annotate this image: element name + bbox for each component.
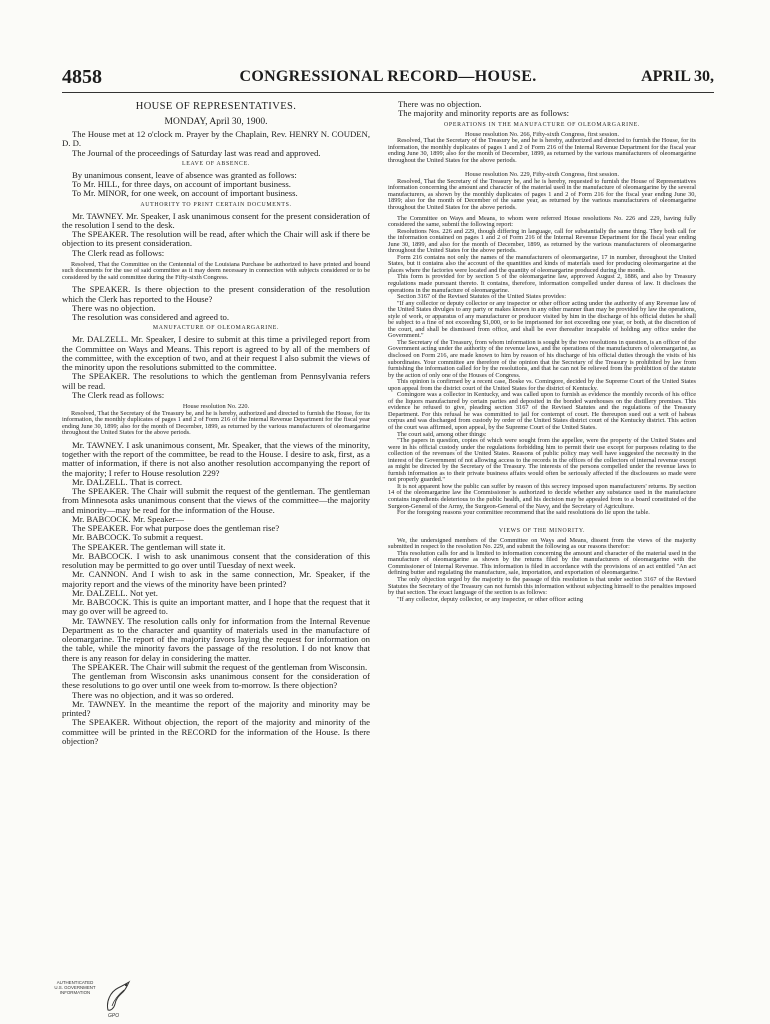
subheading-leave-of-absence: LEAVE OF ABSENCE. — [182, 160, 250, 167]
paragraph: The SPEAKER. The resolutions to which the gentleman from Pennsylvania refers will be read. — [62, 371, 370, 391]
paragraph: Mr. BABCOCK. To submit a request. — [72, 532, 203, 543]
subheading-views-of-minority: VIEWS OF THE MINORITY. — [498, 527, 586, 534]
resolution-title: House resolution No. 229, Fifty-sixth Congress, first session. — [464, 171, 620, 179]
court-quote: "The papers in question, copies of which were sought from the appellee, were the property of the United States and were in his official custody under the regulations forbidding him to permit their use except for purposes relating to the collection of the revenues of the United States. Reasons of public policy may well have suggested the necessity in the interest of the Government of not allowing access to the records in the offices of the collectors of internal revenue except as might be directed by the Secretary of the Treasury. The interests of the persons compelled under the revenue laws to furnish information as to their private business affairs would often be seriously affected if the disclosures so made were not properly guarded." — [388, 437, 696, 484]
paragraph: The SPEAKER. The resolution will be read, after which the Chair will ask if there be objection to its present consideration. — [62, 229, 370, 249]
report-paragraph: For the foregoing reasons your committee recommend that the said resolutions do lie upon the table. — [397, 509, 650, 517]
paragraph: Mr. CANNON. And I wish to ask in the same connection, Mr. Speaker, if the majority report and the views of the minority have been printed? — [62, 569, 370, 589]
gpo-label: GPO — [108, 1013, 120, 1019]
left-column — [62, 100, 370, 942]
publication-title: CONGRESSIONAL RECORD—HOUSE. — [239, 68, 537, 85]
paragraph: The SPEAKER. For what purpose does the gentleman rise? — [72, 523, 280, 534]
paragraph: Mr. DALZELL. Mr. Speaker, I desire to submit at this time a privileged report from the Committee on Ways and Means. This report is agreed to by all of the members of the committee, with the exception of two, and at their request I also submit the views of the minority upon the resolutions submitted to the committee. — [62, 334, 370, 373]
report-paragraph: The Committee on Ways and Means, to whom were referred House resolutions No. 226 and 229, having fully considered the same, submit the following report: — [388, 214, 696, 229]
eagle-seal-icon — [102, 980, 132, 1014]
minority-paragraph: The only objection urged by the majority to the passage of this resolution is that under section 3167 of the Revised Statutes the Secretary of the Treasury can not furnish this information without subjecting himself to the penalties imposed by that section. The exact language of the section is as follows: — [388, 575, 696, 597]
report-paragraph: It is not apparent how the public can suffer by reason of this secrecy imposed upon manufacturers' returns. By section 14 of the oleomargarine law the Commissioner is authorized to decide whether any substance used in the manufacture contains ingredients deleterious to the public health, and his decision may be appealed from to a board constituted of the Surgeon-General of the Army, the Surgeon-General of the Navy, and the Secretary of Agriculture. — [388, 482, 696, 510]
paragraph: Mr. TAWNEY. In the meantime the report of the majority and minority may be printed? — [62, 698, 370, 719]
resolution-text: Resolved, That the Secretary of the Treasury be, and he is hereby, requested to furnish the House of Representatives information concerning the amount and character of the material used in the manufacture of oleomargarine by the several manufacturers, as shown by the monthly duplicates of pages 1 and 2 of Form 216 for the fiscal year ending June 30, 1899; also for the month of December of the same year, as returned by the various manufacturers of oleomargarine throughout the United States for the above periods. — [388, 177, 696, 211]
report-paragraph: Section 3167 of the Revised Statutes of the United States provides: — [397, 293, 566, 301]
paragraph: The SPEAKER. The gentleman will state it. — [72, 541, 226, 552]
report-paragraph: Form 216 contains not only the names of the manufacturers of oleomargarine, 17 in number, throughout the United States, but it contains also the account of the quantities and kinds of materials used for producing oleomargarine at the places where the factories were located and the quantity of oleomargarine produced during the month. — [388, 253, 696, 274]
paragraph: To Mr. MINOR, for one week, on account of important business. — [72, 188, 298, 199]
minority-paragraph: We, the undersigned members of the Committee on Ways and Means, dissent from the views of the majority submitted in respect to the resolution No. 229, and submit the following as our reasons therefor: — [388, 536, 696, 551]
paragraph: The SPEAKER. The Chair will submit the request of the gentleman. The gentleman from Minnesota asks unanimous consent that the views of the committee—the majority and minority—may be read for the information of the House. — [62, 486, 370, 515]
paragraph: By unanimous consent, leave of absence was granted as follows: — [72, 169, 297, 180]
paragraph: The majority and minority reports are as follows: — [398, 108, 570, 119]
paragraph: The Journal of the proceedings of Saturday last was read and approved. — [72, 147, 321, 158]
minority-paragraph: "If any collector, deputy collector, or any inspector, or other officer acting — [397, 595, 583, 603]
report-paragraph: This opinion is confirmed by a recent case, Boske vs. Comingore, decided by the Supreme Court of the United States upon appeal from the district court of the United States for the district of Kentucky. — [388, 378, 696, 392]
section-heading-house: HOUSE OF REPRESENTATIVES. — [135, 101, 297, 112]
paragraph: Mr. DALZELL. That is correct. — [72, 476, 183, 487]
minority-paragraph: This resolution calls for and is limited to information concerning the amount and character of the material used in the manufacture of oleomargarine as shown by the returns filed by the manufacturers of oleomargarine with the Commissioner of Internal Revenue. This information is filed in accordance with the provisions of an act entitled "An act defining butter and regulating the manufacture, sale, importation, and exportation of oleomargarine." — [388, 549, 696, 577]
paragraph: Mr. BABCOCK. This is quite an important matter, and I hope that the request that it may go over will be agreed to. — [62, 597, 370, 617]
paragraph: The House met at 12 o'clock m. Prayer by the Chaplain, Rev. HENRY N. COUDEN, D. D. — [62, 129, 370, 149]
paragraph: Mr. BABCOCK. Mr. Speaker— — [72, 513, 184, 524]
paragraph: The Clerk read as follows: — [72, 247, 165, 258]
page-number: 4858 — [62, 66, 102, 88]
header-date: APRIL 30, — [641, 68, 714, 85]
report-paragraph: Resolutions Nos. 226 and 229, though differing in language, call for substantially the same thing. They both call for the information contained on pages 1 and 2 of Form 216 of the Internal Revenue Department for the fiscal year ending June 30, 1899, and also for the month of December, 1899, as returned by the various manufacturers of oleomargarine throughout the United States for the above periods. — [388, 227, 696, 255]
paragraph: The resolution was considered and agreed to. — [72, 312, 230, 323]
paragraph: Mr. TAWNEY. Mr. Speaker, I ask unanimous consent for the present consideration of the resolution I send to the desk. — [62, 210, 370, 230]
statute-quote: "If any collector or deputy collector or any inspector or other officer acting under the authority of any Revenue law of the United States divulges to any party or makes known in any other manner than may be provided by law the operations, style of work, or apparatus of any manufacturer or producer visited by him in the discharge of his official duties he shall be subject to a fine of not exceeding $1,000, or to be imprisoned for not exceeding one year, or both, at the discretion of the court, and shall be dismissed from office, and shall be ever thereafter incapable of holding any office under the Government." — [388, 299, 696, 340]
subheading-authority-to-print: AUTHORITY TO PRINT CERTAIN DOCUMENTS. — [140, 201, 292, 208]
paragraph: Mr. TAWNEY. I ask unanimous consent, Mr. Speaker, that the views of the minority, together with the report of the committee, be read to the House. I desire to ask, first, as a matter of information, if there is not also another resolution accompanying the report of the majority; I refer to House resolution 229? — [62, 439, 370, 478]
paragraph: The Clerk read as follows: — [72, 389, 165, 400]
paragraph: The SPEAKER. The Chair will submit the request of the gentleman from Wisconsin. — [72, 661, 368, 672]
report-paragraph: The court said, among other things: — [397, 430, 487, 438]
gpo-authentication-stamp — [44, 980, 132, 1020]
resolution-text: Resolved, That the Secretary of the Treasury be, and he is hereby, authorized and directed to furnish the House, for its information, the monthly duplicates of pages 1 and 2 of Form 216 of the Internal Revenue Department for the fiscal year ending June 30, 1899; also for the month of December, 1899, as returned by the various manufacturers of oleomargarine throughout the United States for the above periods. — [388, 137, 696, 164]
paragraph: There was no objection, and it was so ordered. — [72, 689, 234, 700]
stamp-text: AUTHENTICATED U.S. GOVERNMENT INFORMATION — [54, 980, 96, 996]
paragraph: To Mr. HILL, for three days, on account of important business. — [72, 179, 291, 189]
right-column — [388, 100, 696, 938]
paragraph: There was no objection. — [398, 100, 482, 109]
paragraph: Mr. BABCOCK. I wish to ask unanimous consent that the consideration of this resolution may be permitted to go over until Tuesday of next week. — [62, 550, 370, 571]
report-paragraph: The Secretary of the Treasury, from whom information is sought by the two resolutions in question, is an officer of the Government acting under the authority of the revenue laws, and the operations of the manufacturers of oleomargarine, as disclosed on Form 216, are made known to him by reason of his discharge of his official duties through the visits of his subordinates. Your committee are therefore of the opinion that the Secretary of the Treasury is prohibited by law from furnishing the information called for by the resolutions, and that he can not be relieved from the prohibition of the statute by the action of only one of the Houses of Congress. — [388, 338, 696, 379]
resolution-text: Resolved, That the Committee on the Centennial of the Louisiana Purchase be authorized to have printed and bound such documents for the use of said committee as it may deem necessary in connection with subjects considered or to be considered by the said committee during the Fifty-sixth Congress. — [62, 260, 370, 281]
resolution-text: Resolved, That the Secretary of the Treasury be, and he is hereby, authorized and directed to furnish the House, for its information, the monthly duplicates of pages 1 and 2 of Form 216 of the Internal Revenue Department for the fiscal year ending June 30, 1899; also for the month of December, 1899, as returned by the various manufacturers of oleomargarine throughout the United States for the above periods. — [62, 409, 370, 437]
page-header — [62, 66, 714, 88]
subheading-oleomargarine: MANUFACTURE OF OLEOMARGARINE. — [152, 325, 280, 332]
resolution-title: House resolution No. 220. — [182, 403, 250, 411]
paragraph: There was no objection. — [72, 302, 156, 313]
paragraph: The gentleman from Wisconsin asks unanimous consent for the consideration of these resolutions to go over until one week from to-morrow. Is there objection? — [62, 671, 370, 691]
paragraph: The SPEAKER. Without objection, the report of the majority and minority of the committee will be printed in the RECORD for the information of the House. Is there objection? — [62, 717, 370, 746]
report-paragraph: This form is provided for by section 5 of the oleomargarine law, approved August 2, 1886, and also by Treasury regulations made pursuant thereto. It contains, therefore, information compelled under duress of law. It discloses the operations in the manufacture of oleomargarine. — [388, 273, 696, 294]
paragraph: Mr. TAWNEY. The resolution calls only for information from the Internal Revenue Department as to the character and quantity of materials used in the manufacture of oleomargarine. The report of the majority favors laying the request for information on the table, while the minority favors the passage of the resolution. I do not know that there is any reason for delay in considering the matter. — [62, 615, 370, 663]
session-date: MONDAY, April 30, 1900. — [164, 117, 268, 127]
header-rule — [62, 92, 714, 93]
resolution-title: House resolution No. 266, Fifty-sixth Congress, first session. — [464, 130, 620, 138]
subheading-operations: OPERATIONS IN THE MANUFACTURE OF OLEOMARGARINE. — [444, 121, 640, 128]
paragraph: The SPEAKER. Is there objection to the present consideration of the resolution which the Clerk has reported to the House? — [62, 284, 370, 304]
paragraph: Mr. DALZELL. Not yet. — [72, 587, 158, 598]
report-paragraph: Comingore was a collector in Kentucky, and was called upon to furnish as evidence the monthly records of his office of the liquors manufactured by certain parties and deposited in the bonded warehouses on the distillery premises. This evidence he refused to give, pleading section 3167 of the Revised Statutes and the regulations of the Treasury Department. For this refusal he was committed to jail for contempt of court. He thereupon sued out a writ of habeas corpus and was discharged from custody by order of the United States district court of the Kentucky district. This action of the court was affirmed, upon appeal, by the Supreme Court of the United States. — [388, 391, 696, 432]
